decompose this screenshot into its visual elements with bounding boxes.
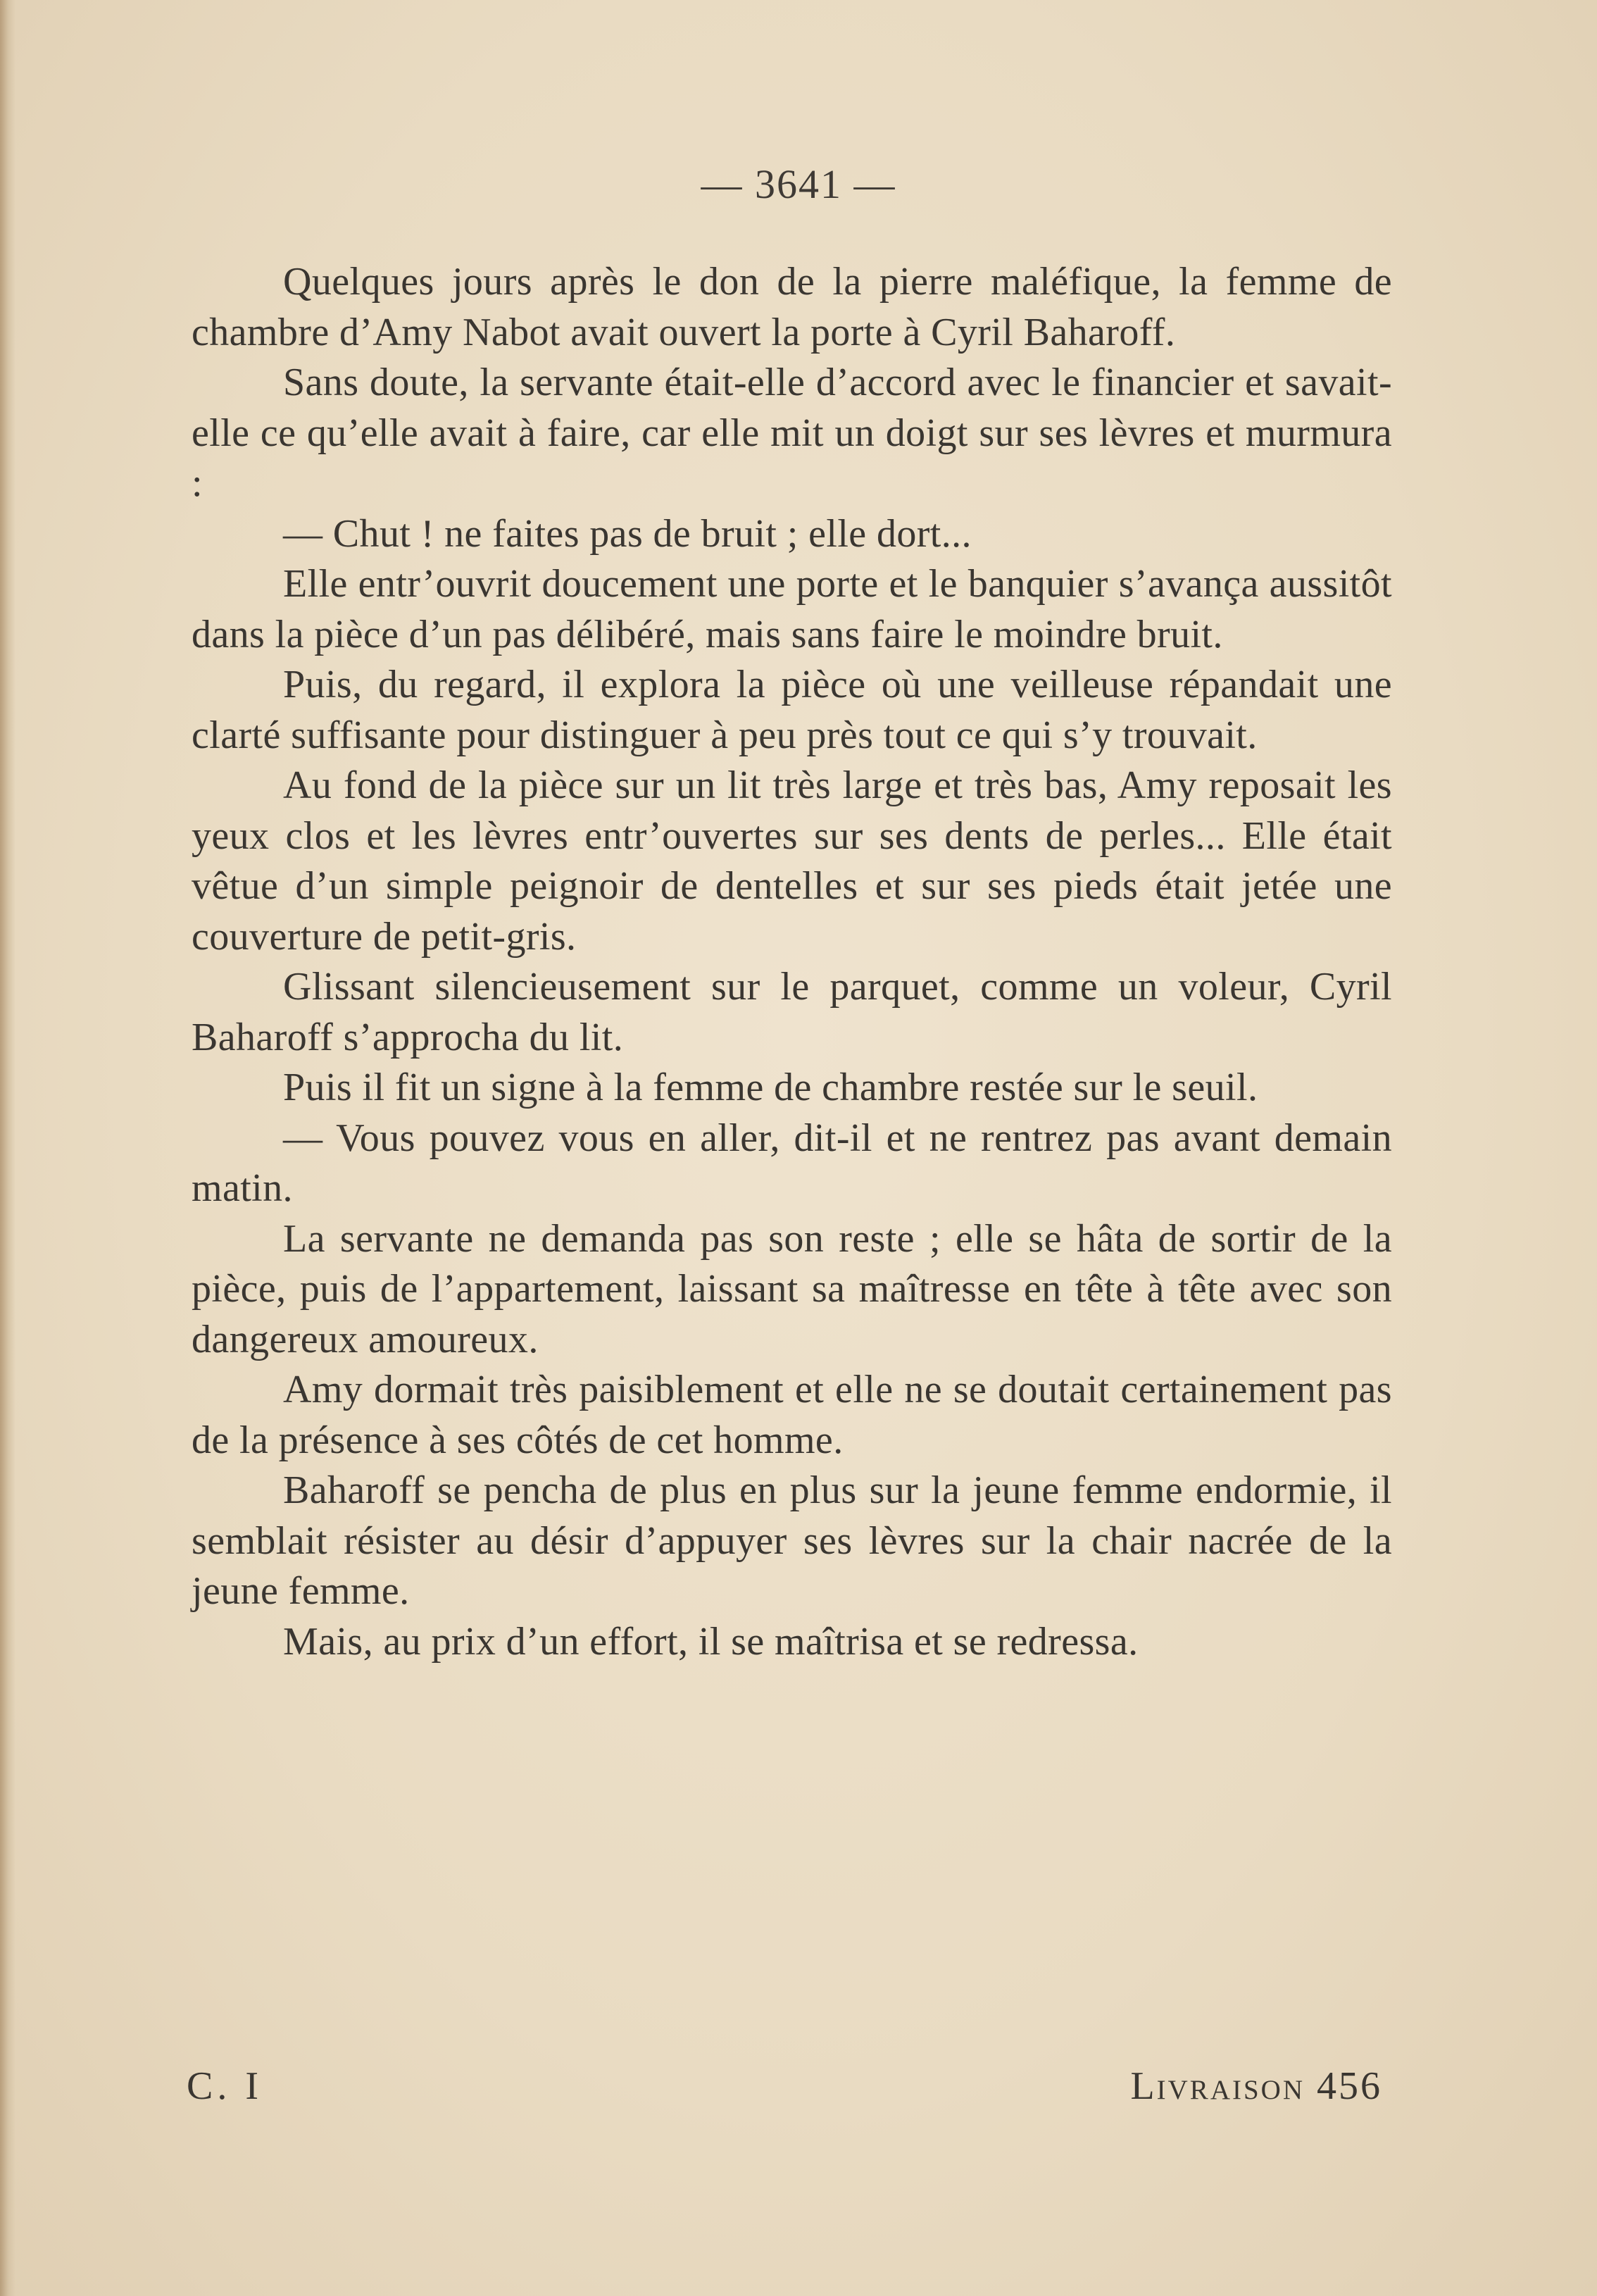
dialogue-line: — Vous pouvez vous en aller, dit-il et ne rentrez pas avant demain matin. (192, 1116, 1392, 1210)
paragraph: Puis, du regard, il explora la pièce où une veilleuse répandait une clarté suffisante pour distinguer à peu près tout ce qui s’y trouvait. (192, 663, 1392, 757)
body-text (192, 257, 1392, 1667)
paragraph: Elle entr’ouvrit doucement une porte et le banquier s’avança aussitôt dans la pièce d’un pas délibéré, mais sans faire le moindre bruit. (192, 562, 1392, 656)
paragraph: Puis il fit un signe à la femme de chambre restée sur le seuil. (283, 1066, 1258, 1109)
paragraph: Sans doute, la servante était-elle d’accord avec le financier et savait-elle ce qu’elle avait à faire, car elle mit un doigt sur ses lèvres et murmura : (192, 361, 1392, 505)
paragraph: Amy dormait très paisiblement et elle ne se doutait certainement pas de la présence à ses côtés de cet homme. (192, 1368, 1392, 1462)
paragraph: Baharoff se pencha de plus en plus sur la jeune femme endormie, il semblait résister au désir d’appuyer ses lèvres sur la chair nacrée de la jeune femme. (192, 1468, 1392, 1613)
page-edge-shadow (0, 0, 15, 2296)
paragraph: Glissant silencieusement sur le parquet, comme un voleur, Cyril Baharoff s’approcha du lit. (192, 965, 1392, 1059)
page-number: — 3641 — (701, 161, 896, 207)
livraison-label: Livraison 456 (1130, 2064, 1382, 2108)
paragraph: Au fond de la pièce sur un lit très large et très bas, Amy reposait les yeux clos et les lèvres entr’ouvertes sur ses dents de perles... Elle était vêtue d’un simple peignoir de dentelles et sur ses pieds était jetée une couverture de petit-gris. (192, 763, 1392, 959)
paragraph: La servante ne demanda pas son reste ; elle se hâta de sortir de la pièce, puis de l’appartement, laissant sa maîtresse en tête à tête avec son dangereux amoureux. (192, 1216, 1392, 1361)
paragraph: Mais, au prix d’un effort, il se maîtrisa et se redressa. (283, 1619, 1139, 1664)
signature-mark: C. I (187, 2064, 263, 2108)
dialogue-line: — Chut ! ne faites pas de bruit ; elle dort... (283, 511, 972, 556)
paragraph: Quelques jours après le don de la pierre maléfique, la femme de chambre d’Amy Nabot avait ouvert la porte à Cyril Baharoff. (192, 260, 1392, 354)
